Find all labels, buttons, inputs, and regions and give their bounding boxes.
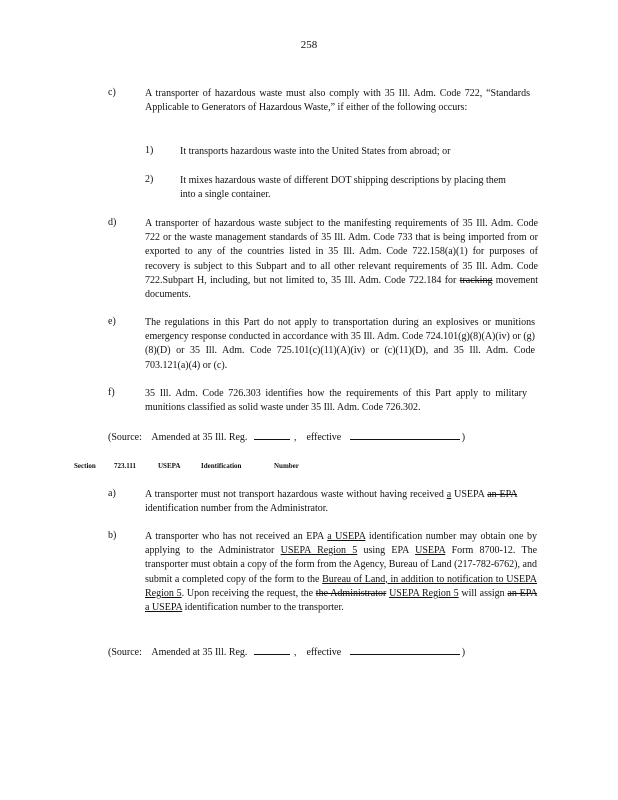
section-title-word-3: Number [274,462,299,470]
inserted-text: Bureau of Land, in addition to notification to USEPA Region 5 [145,573,538,599]
text-run: identification number from the Administrator. [145,503,329,515]
item-d-text-a: A transporter of hazardous waste subject to the manifesting requirements of 35 Ill. Adm. Code 722 or the waste management standards of 35 Ill. Adm. Code 733 that is being imported from or exported to any of the countries listed in 35 Ill. Adm. Code 722.158(a)(1) for purposes of recovery is subject to this Subpart and to all other relevant requirements of 35 Ill. Adm. Code 722.Subpart H, including, but not limited to, 35 Ill. Adm. Code 722.184 for [145,218,538,286]
page-number: 258 [300,39,318,51]
item-f-text: 35 Ill. Adm. Code 726.303 identifies how the requirements of this Part apply to military munitions classified as solid waste under 35 Ill. Adm. Code 726.302. [145,388,527,414]
deleted-text: an EPA [507,587,538,599]
register-blank [254,645,290,655]
item-c2-text: It mixes hazardous waste of different DOT shipping descriptions by placing them into a single container. [180,175,506,201]
effective-date-blank [350,645,460,655]
source-effective: effective [306,432,342,443]
item-c-label: c) [108,87,116,98]
deleted-text: tracking [459,274,493,286]
item-e-text: The regulations in this Part do not apply to transportation during an explosives or munitions emergency response conducted in accordance with 35 Ill. Adm. Code 724.101(g)(8)(A)(iv) or (g)(8)(D) or 35 Ill. Adm. Code 725.101(c)(11)(A)(iv) or (c)(11)(D), and 35 Ill. Adm. Code 703.121(a)(4) or (c). [145,317,535,371]
text-run: identification number may obtain one by applying to the Administrator [145,531,538,557]
source-note-2 [108,645,465,658]
text-run: USEPA [451,489,488,500]
text-run: Form 8700-12. The transporter must obtain a copy of the form from the Agency, Bureau of Land (217-782-6762), and submit a completed copy of the form to the [145,545,538,585]
source-label: (Source: [108,432,142,443]
section-title-word-2: Identification [201,462,242,470]
source-note-1 [108,430,465,443]
inserted-text: a USEPA [327,531,366,542]
item-b-text [145,530,537,615]
text-run: using EPA [357,545,416,557]
source-close: ) [461,432,466,443]
source-amended: Amended at 35 Ill. Reg. [151,647,248,658]
section-number: 723.111 [114,462,136,470]
item-a-label: a) [108,488,116,499]
item-e-label: e) [108,316,116,327]
section-title-word-1: USEPA [158,462,181,470]
source-close: ) [461,647,466,658]
item-c2-label: 2) [145,174,154,185]
effective-date-blank [350,430,460,440]
inserted-text: USEPA [415,545,446,557]
deleted-text: the Administrator [315,587,387,599]
source-effective: effective [306,647,342,658]
inserted-text: USEPA Region 5 [280,545,358,557]
item-c1-label: 1) [145,145,154,156]
inserted-text: a [446,489,452,500]
register-blank [254,430,290,440]
item-d-label: d) [108,217,117,228]
text-run: A transporter who has not received an EPA [145,531,328,542]
inserted-text: USEPA Region 5 [389,587,459,599]
source-comma: , [293,432,297,443]
item-c-text: A transporter of hazardous waste must also comply with 35 Ill. Adm. Code 722, “Standards Applicable to Generators of Hazardous Waste,” if either of the following occurs: [145,88,530,114]
item-f-label: f) [108,387,115,398]
source-label: (Source: [108,647,142,658]
inserted-text: a USEPA [145,602,183,614]
item-b-label: b) [108,530,117,541]
text-run: A transporter must not transport hazardous waste without having received [145,489,447,500]
text-run: will assign [458,587,508,599]
source-amended: Amended at 35 Ill. Reg. [151,432,248,443]
item-a-text [145,488,517,516]
text-run: . Upon receiving the request, the [181,587,316,599]
item-c1-text: It transports hazardous waste into the United States from abroad; or [180,146,451,157]
deleted-text: an EPA [487,489,517,500]
item-d-text-b: movement documents. [145,274,538,301]
source-comma: , [293,647,297,658]
section-word: Section [74,462,96,470]
item-d-text [145,217,538,302]
text-run: identification number to the transporter. [182,602,344,614]
